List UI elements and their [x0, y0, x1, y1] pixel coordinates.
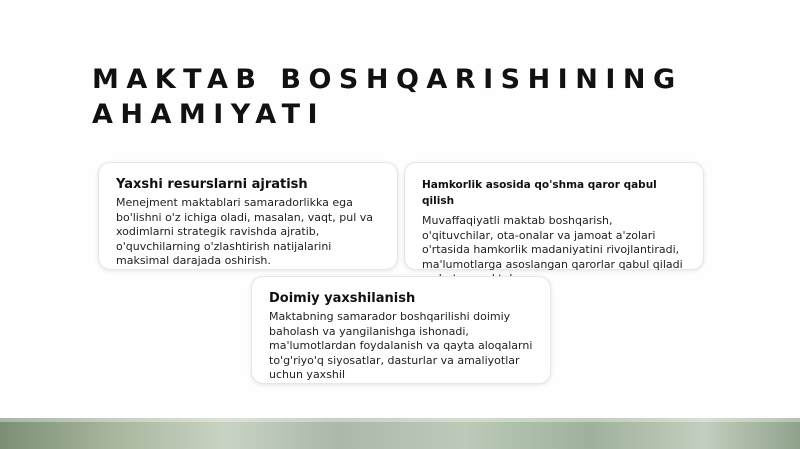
card-heading: Hamkorlik asosida qo'shma qaror qabul qilish — [422, 179, 657, 207]
card-heading: Doimiy yaxshilanish — [269, 291, 416, 306]
card-resource-allocation — [98, 162, 398, 270]
footer-decorative-band — [0, 418, 800, 449]
slide-title: MAKTAB BOSHQARISHINING AHAMIYATI — [92, 64, 683, 130]
card-body: Maktabning samarador boshqarilishi doimiy baholash va yangilanishga ishonadi, ma'lumotlardan foydalanish va qayta aloqalarni to'g'riyo'q siyosatlar, dasturlar va amaliyotlar uchun yaxshil — [269, 310, 533, 381]
card-heading: Yaxshi resurslarni ajratish — [116, 177, 308, 192]
card-continuous-improvement — [251, 276, 551, 384]
card-collaborative-decisions — [404, 162, 704, 270]
card-body: Muvaffaqiyatli maktab boshqarish, o'qituvchilar, ota-onalar va jamoat a'zolari o'rtasida hamkorlik madaniyatini rivojlantiradi, ma'lumotlarga asoslangan qarorlar qabul qiladi — [422, 214, 683, 271]
card-body: Menejment maktablari samaradorlikka ega bo'lishni o'z ichiga oladi, masalan, vaqt, pul va xodimlarni strategik ravishda ajratib, o'quvchilarning o'zlashtirish natijalarini maksimal darajada oshirish. — [116, 196, 373, 267]
